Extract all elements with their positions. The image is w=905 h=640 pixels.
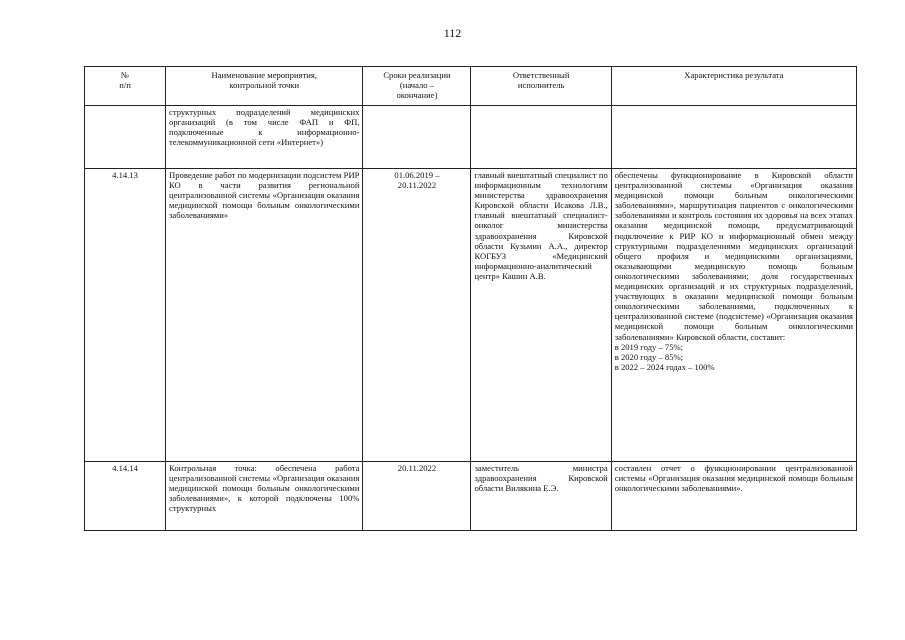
row-term: 20.11.2022 <box>363 462 471 531</box>
header-term: Сроки реализации (начало – окончание) <box>363 67 471 106</box>
row-responsible: заместитель министра здравоохранения Кировской области Вилякина Е.Э. <box>471 462 611 531</box>
row-term <box>363 106 471 169</box>
result-text: обеспечены функционирование в Кировской области централизованной системы «Организация оказания медицинской помощи больным онкологическими заболеваниями», маршрутизация пациентов с онкологическими заболеваниями и контроль состояния их здоровья на всех этапах оказания медицинской помощи, предусматривающий подключение к РИР КО и информационный обмен между структурными подразделениями медицинских организаций общего профиля и медицинскими организациями, оказывающими медицинскую помощь больным онкологическими заболеваниями; доля государственных медицинских организаций и их структурных подразделений, участвующих в оказании медицинской помощи больным онкологическими заболеваниями, подключенных к централизованной системе (подсистеме) «Организация оказания медицинской помощи больным онкологическими заболеваниями» Кировской области, составит: <box>614 170 853 342</box>
table-header-row <box>85 67 857 106</box>
header-responsible: Ответственный исполнитель <box>471 67 611 106</box>
header-result: Характеристика результата <box>611 67 856 106</box>
row-responsible: главный внештатный специалист по информационным технологиям министерства здравоохранения Кировской области Исакова Л.В., главный внештатный специалист-онколог министерства здравоохранения Кировской области Кузьмин А.А., директор КОГБУЗ «Медицинский информационно-аналитический центр» Кашин А.В. <box>471 169 611 462</box>
row-activity-name: структурных подразделений медицинских организаций (в том числе ФАП и ФП, подключенные к информационно-телекоммуникационной сети «Интернет») <box>166 106 363 169</box>
row-responsible <box>471 106 611 169</box>
row-number <box>85 106 166 169</box>
row-result: составлен отчет о функционировании централизованной системы «Организация оказания медицинской помощи больным онкологическими заболеваниями». <box>611 462 856 531</box>
page-number: 112 <box>443 26 462 40</box>
row-result <box>611 169 856 462</box>
result-line: в 2020 году – 85%; <box>614 351 684 362</box>
row-activity-name: Контрольная точка: обеспечена работа централизованной системы «Организация оказания медицинской помощи больным онкологическими заболеваниями», к которой подключены 100% структурных <box>166 462 363 531</box>
table-row <box>85 169 857 462</box>
header-number: № п/п <box>85 67 166 106</box>
row-number: 4.14.14 <box>85 462 166 531</box>
plan-table <box>84 66 857 531</box>
table-row <box>85 106 857 169</box>
row-result <box>611 106 856 169</box>
result-line: в 2022 – 2024 годах – 100% <box>614 361 715 372</box>
row-activity-name: Проведение работ по модернизации подсистем РИР КО в части развития региональной централизованной системы «Организация оказания медицинской помощи больным онкологическими заболеваниями» <box>166 169 363 462</box>
result-line: в 2019 году – 75%; <box>614 341 684 352</box>
header-activity-name: Наименование мероприятия, контрольной точки <box>166 67 363 106</box>
row-term: 01.06.2019 – 20.11.2022 <box>363 169 471 462</box>
table-row <box>85 462 857 531</box>
row-number: 4.14.13 <box>85 169 166 462</box>
